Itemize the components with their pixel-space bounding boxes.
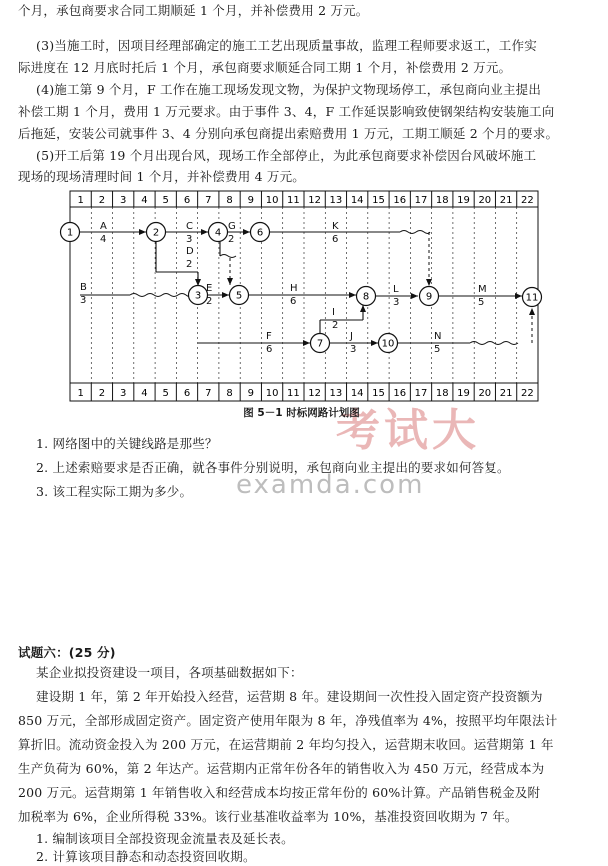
paragraph-line: (5)开工后第 19 个月出现台风，现场工作全部停止，为此承包商要求补偿因台风破坏施工 [36, 148, 537, 163]
network-node [230, 286, 249, 305]
activity-name: N [434, 331, 442, 342]
month-label-bottom: 14 [350, 388, 364, 399]
section-question: 1. 编制该项目全部投资现金流量表及延长表。 [36, 831, 294, 846]
month-label-bottom: 21 [499, 388, 513, 399]
svg-text:2: 2 [152, 227, 160, 239]
network-node [379, 334, 398, 353]
activity-name: K [332, 221, 339, 232]
paragraph-line: (4)施工第 9 个月，F 工作在施工现场发现文物，为保护文物现场停工，承包商向业主提出 [36, 82, 542, 97]
question-2: 2. 上述索赔要求是否正确，就各事件分别说明，承包商向业主提出的要求如何答复。 [36, 460, 510, 475]
month-label-top: 22 [520, 195, 534, 206]
activity-name: G [228, 221, 236, 232]
activity-name: E [206, 283, 213, 294]
network-node [357, 287, 376, 306]
svg-text:8: 8 [362, 291, 370, 303]
section-line: 算折旧。流动资金投入为 200 万元，在运营期前 2 年均匀投入，运营期末收回。运营期第 1 年 [18, 737, 554, 752]
section-line: 加税率为 6%，企业所得税 33%。该行业基准收益率为 10%，基准投资回收期为 7 年。 [18, 809, 518, 824]
activity-name: F [266, 331, 272, 342]
activity-duration: 2 [206, 296, 213, 307]
month-label-bottom: 15 [372, 388, 385, 399]
month-label-bottom: 11 [286, 388, 300, 399]
month-label-bottom: 17 [414, 388, 428, 399]
svg-text:6: 6 [256, 227, 264, 239]
activity-name: I [332, 307, 335, 318]
network-node [189, 286, 208, 305]
activity-name: A [100, 221, 107, 232]
month-label-bottom: 13 [329, 388, 343, 399]
month-label-top: 11 [286, 195, 300, 206]
section-title: 试题六：(25 分) [18, 645, 116, 660]
month-label-bottom: 18 [435, 388, 449, 399]
month-label-top: 15 [372, 195, 385, 206]
activity-duration: 3 [80, 295, 87, 306]
month-label-top: 21 [499, 195, 513, 206]
activity-name: D [186, 246, 194, 257]
activity-duration: 4 [100, 234, 107, 245]
month-label-top: 12 [308, 195, 322, 206]
paragraph-line: 现场的现场清理时间 1 个月，并补偿费用 4 万元。 [18, 169, 306, 184]
network-node [523, 288, 542, 307]
activity-name: C [186, 221, 193, 232]
month-label-top: 4 [141, 195, 148, 206]
activity-duration: 3 [350, 344, 357, 355]
diagram-caption: 图 5－1 时标网路计划图 [243, 407, 360, 419]
network-node [209, 223, 228, 242]
activity-duration: 3 [393, 297, 400, 308]
svg-text:1: 1 [66, 227, 74, 239]
month-label-bottom: 4 [141, 388, 148, 399]
svg-text:10: 10 [381, 338, 395, 350]
svg-text:7: 7 [316, 338, 324, 350]
svg-text:9: 9 [425, 291, 433, 303]
month-label-top: 17 [414, 195, 428, 206]
activity-duration: 2 [186, 259, 193, 270]
svg-text:4: 4 [214, 227, 222, 239]
activity-name: H [290, 283, 298, 294]
activity-duration: 2 [332, 320, 339, 331]
month-label-top: 2 [98, 195, 106, 206]
activity-duration: 2 [228, 234, 235, 245]
activity-duration: 6 [290, 296, 297, 307]
activity-name: B [80, 282, 87, 293]
month-label-bottom: 3 [119, 388, 127, 399]
month-label-bottom: 22 [520, 388, 534, 399]
section-question: 2. 计算该项目静态和动态投资回收期。 [36, 849, 256, 864]
month-label-bottom: 6 [183, 388, 191, 399]
activity-duration: 5 [478, 297, 485, 308]
month-label-top: 13 [329, 195, 343, 206]
month-label-bottom: 5 [162, 388, 169, 399]
paragraph-line: 际进度在 12 月底时托后 1 个月，承包商要求顺延合同工期 1 个月，补偿费用 2 万元。 [18, 60, 512, 75]
network-node [420, 287, 439, 306]
month-label-bottom: 19 [457, 388, 470, 399]
svg-text:3: 3 [194, 290, 202, 302]
month-label-bottom: 12 [308, 388, 322, 399]
month-label-top: 14 [350, 195, 364, 206]
month-label-top: 8 [226, 195, 233, 206]
month-label-top: 19 [457, 195, 470, 206]
section-line: 生产负荷为 60%，第 2 年达产。运营期内正常年份各年的销售收入为 450 万元，经营成本为 [18, 761, 545, 776]
question-1: 1. 网络图中的关键线路是那些？ [36, 436, 218, 451]
month-label-bottom: 2 [98, 388, 106, 399]
network-node [147, 223, 166, 242]
month-label-bottom: 20 [478, 388, 492, 399]
question-3: 3. 该工程实际工期为多少。 [36, 484, 193, 499]
month-label-bottom: 1 [77, 388, 84, 399]
svg-text:5: 5 [235, 290, 243, 302]
month-label-bottom: 7 [205, 388, 212, 399]
network-node [251, 223, 270, 242]
month-label-bottom: 10 [265, 388, 279, 399]
activity-duration: 6 [266, 344, 273, 355]
month-label-top: 6 [183, 195, 191, 206]
activity-duration: 5 [434, 344, 441, 355]
svg-text:11: 11 [525, 292, 539, 304]
watermark-en: examda.com [236, 470, 425, 500]
paragraph-line: 补偿工期 1 个月，费用 1 万元要求。由于事件 3、4，F 工作延误影响致使钢架结构安装施工向 [18, 104, 555, 119]
month-label-top: 7 [205, 195, 212, 206]
section-line: 200 万元。运营期第 1 年销售收入和经营成本均按正常年份的 60%计算。产品销售税金及附 [18, 785, 541, 800]
month-label-bottom: 8 [226, 388, 233, 399]
month-label-top: 18 [435, 195, 449, 206]
month-label-bottom: 9 [247, 388, 255, 399]
month-label-top: 9 [247, 195, 255, 206]
paragraph-line: 后拖延，安装公司就事件 3、4 分别向承包商提出索赔费用 1 万元，工期工顺延 2 个月的要求。 [18, 126, 559, 141]
activity-name: M [478, 284, 487, 295]
watermark-cn: 考试大 [336, 405, 480, 456]
month-label-top: 16 [393, 195, 407, 206]
month-label-top: 5 [162, 195, 169, 206]
paragraph-line: (3)当施工时，因项目经理部确定的施工工艺出现质量事故，监理工程师要求返工，工作实 [36, 38, 537, 53]
section-line: 850 万元，全部形成固定资产。固定资产使用年限为 8 年，净残值率为 4%，按照平均年限法计 [18, 713, 558, 728]
section-line: 建设期 1 年，第 2 年开始投入经营，运营期 8 年。建设期间一次性投入固定资产投资额为 [36, 689, 543, 704]
month-label-top: 20 [478, 195, 492, 206]
paragraph-line: 个月，承包商要求合同工期顺延 1 个月，并补偿费用 2 万元。 [18, 3, 369, 18]
month-label-top: 10 [265, 195, 279, 206]
section-intro: 某企业拟投资建设一项目，各项基础数据如下： [36, 665, 303, 680]
month-label-top: 1 [77, 195, 84, 206]
month-label-bottom: 16 [393, 388, 407, 399]
activity-duration: 6 [332, 234, 339, 245]
network-node [61, 223, 80, 242]
month-label-top: 3 [119, 195, 127, 206]
activity-name: J [350, 331, 353, 342]
activity-duration: 3 [186, 234, 193, 245]
network-node [311, 334, 330, 353]
activity-name: L [393, 284, 399, 295]
